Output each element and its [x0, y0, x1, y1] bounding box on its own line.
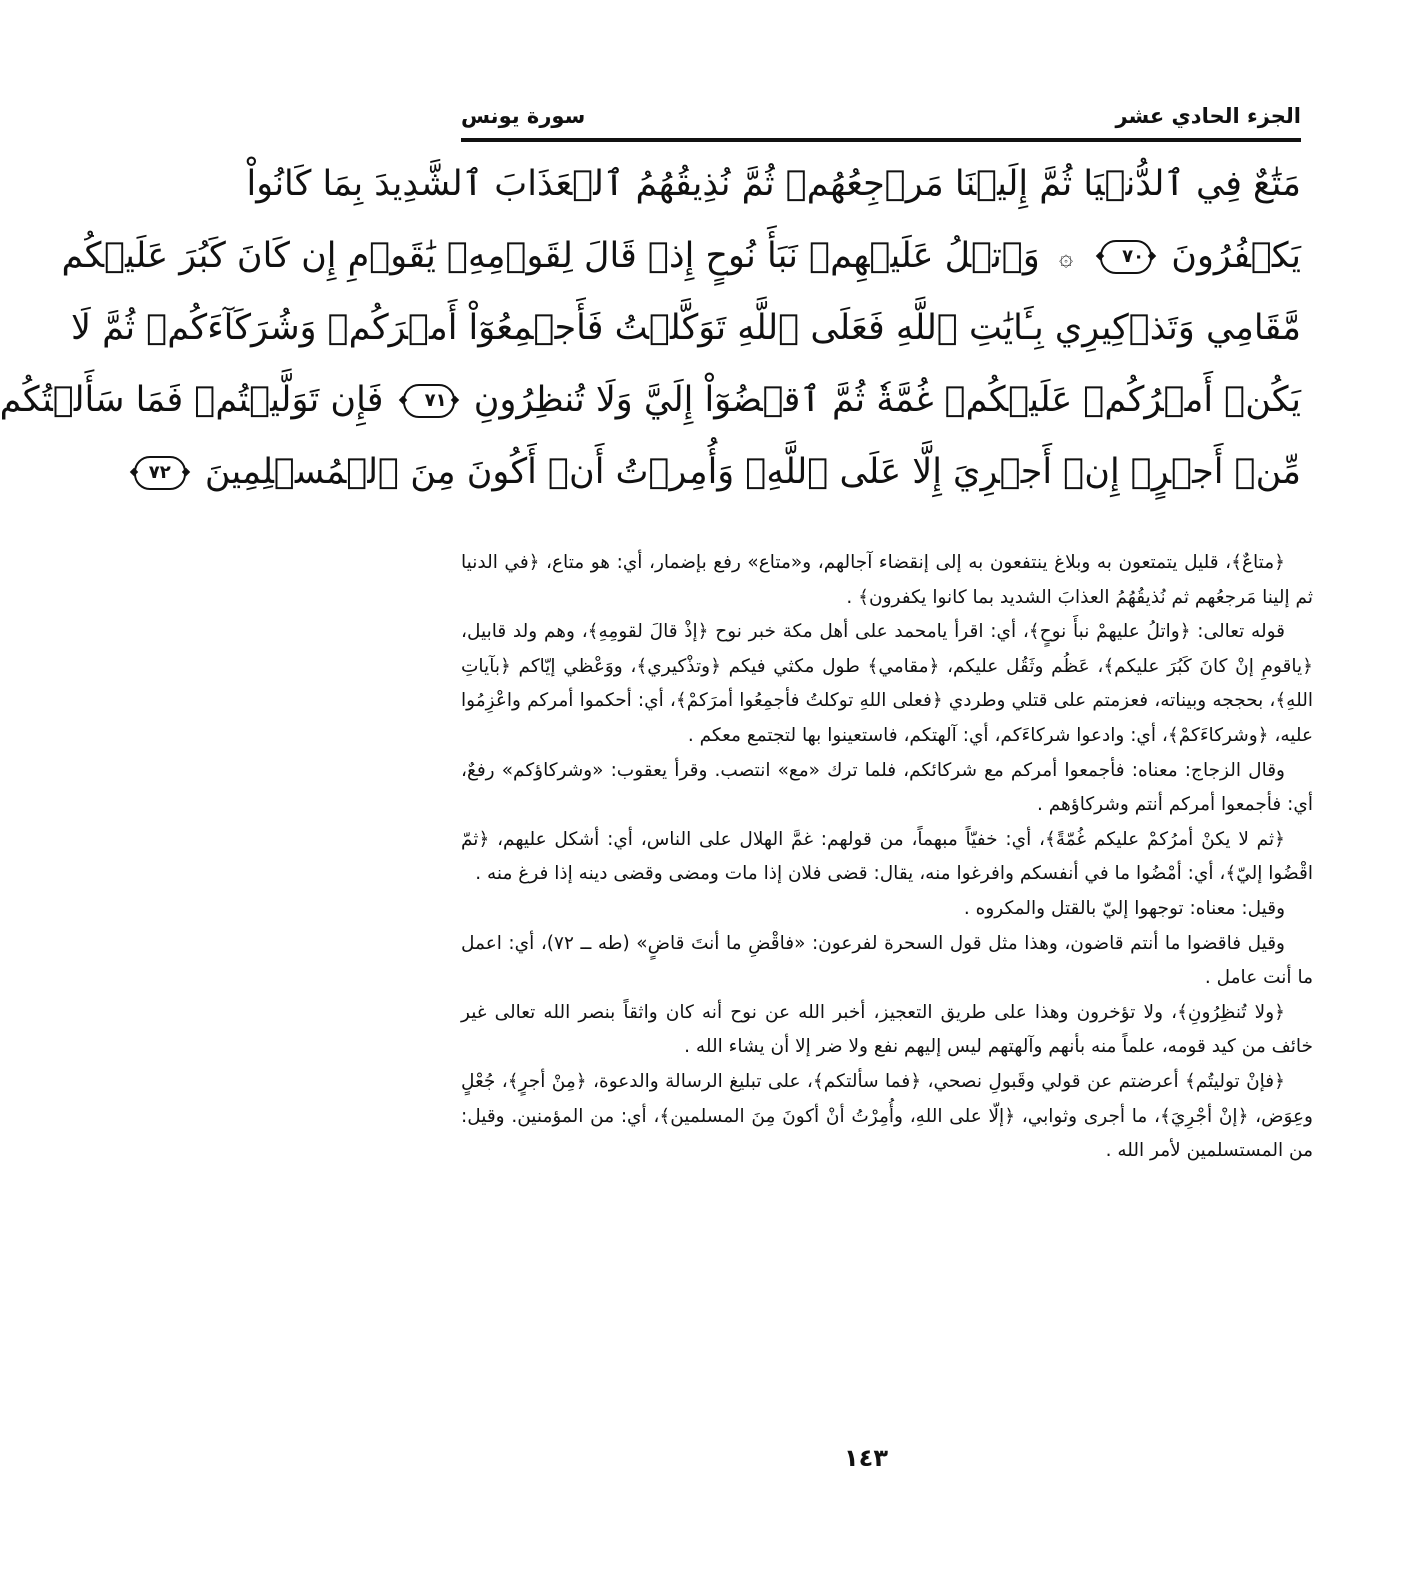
running-header: [461, 88, 1301, 128]
ayah-number-marker: ٧١: [403, 384, 455, 418]
header-divider: [461, 138, 1301, 142]
tafsir-paragraph: وقيل فاقضوا ما أنتم قاضون، وهذا مثل قول السحرة لفرعون: «فاقْضِ ما أنتَ قاضٍ» (طه ــ ٧٢)، أي: اعمل ما أنت عامل .: [461, 932, 1313, 989]
ayah-number-marker: ٧٢: [134, 456, 186, 490]
quran-line-text: يَكۡفُرُونَ: [1171, 236, 1301, 276]
quran-line-text: مَّقَامِي وَتَذۡكِيرِي بِـَٔايَٰتِ ٱللَّهِ فَعَلَى ٱللَّهِ تَوَكَّلۡتُ فَأَجۡمِعُوٓاْ أَمۡرَكُمۡ وَشُرَكَآءَكُمۡ ثُمَّ لَا: [71, 308, 1301, 348]
tafsir-commentary: [461, 546, 1313, 1169]
tafsir-paragraph: ﴿ثم لا يكنْ أمرُكمْ عليكم غُمّةً﴾، أي: خفيّاً مبهماً، من قولهم: غمَّ الهلال على الناس، أي: أشكل عليهم، ﴿ثمّ اقْضُوا إليّ﴾، أي: أمْضُوا ما في أنفسكم وافرغوا منه، يقال: قضى فلان إذا مات ومضى وقضى دينه إذا فرغ منه .: [461, 828, 1313, 885]
quran-line: [71, 292, 1301, 364]
tafsir-paragraph: ﴿فإنْ توليتُم﴾ أعرضتم عن قولي وقَبولِ نصحي، ﴿فما سألتكم﴾، على تبليغ الرسالة والدعوة، ﴿مِنْ أجرٍ﴾، جُعْلٍ وعِوَض، ﴿إنْ أجْرِيَ﴾، ما أجرى وثوابي، ﴿إلّا على اللهِ، وأُمِرْتُ أنْ أكونَ مِنَ المسلمين﴾، أي: من المؤمنين. وقيل: من المستسلمين لأمر الله .: [461, 1070, 1313, 1162]
quran-line: [246, 148, 1301, 220]
tafsir-paragraph: ﴿متاعٌ﴾، قليل يتمتعون به وبلاغ ينتفعون به إلى إنقضاء آجالهم، و«متاع» رفع بإضمار، أي: هو متاع، ﴿في الدنيا ثم إلينا مَرجعُهم ثم نُذيقُهُمُ العذابَ الشديد بما كانوا يكفرون﴾ .: [461, 552, 1313, 608]
rub-el-hizb-icon: ۞: [1058, 243, 1074, 271]
surah-title: سورة يونس: [461, 104, 586, 128]
juz-title: الجزء الحادي عشر: [1115, 104, 1301, 128]
page-number: ١٤٣: [844, 1444, 888, 1472]
tafsir-paragraph: وقال الزجاج: معناه: فأجمعوا أمركم مع شركائكم، فلما ترك «مع» انتصب. وقرأ يعقوب: «وشركاؤكم» رفعٌ، أي: فأجمعوا أمركم أنتم وشركاؤهم .: [461, 759, 1313, 816]
quran-line: [148, 436, 1301, 508]
tafsir-paragraph: ﴿ولا تُنظِرُونِ﴾، ولا تؤخرون وهذا على طريق التعجيز، أخبر الله عن نوح أنه كان واثقاً بنصر الله تعالى غير خائف من كيد قومه، علماً منه بأنهم وآلهتهم ليس إليهم نفع ولا ضر إلا أن يشاء الله .: [461, 1001, 1313, 1058]
quran-line: [61, 220, 1301, 292]
tafsir-paragraph: وقيل: معناه: توجهوا إليّ بالقتل والمكروه .: [963, 897, 1285, 919]
quran-text-block: [0, 148, 1301, 528]
quran-line-text: مِّنۡ أَجۡرٍۖ إِنۡ أَجۡرِيَ إِلَّا عَلَى ٱللَّهِۖ وَأُمِرۡتُ أَنۡ أَكُونَ مِنَ ٱلۡمُسۡلِمِينَ: [204, 452, 1301, 492]
quran-line-text: وَٱتۡلُ عَلَيۡهِمۡ نَبَأَ نُوحٍ إِذۡ قَالَ لِقَوۡمِهِۦ يَٰقَوۡمِ إِن كَانَ كَبُرَ عَلَيۡكُم: [61, 236, 1040, 276]
quran-line: [0, 364, 1301, 436]
ayah-number-marker: ٧٠: [1100, 240, 1152, 274]
quran-line-text: يَكُنۡ أَمۡرُكُمۡ عَلَيۡكُمۡ غُمَّةٗ ثُمَّ ٱقۡضُوٓاْ إِلَيَّ وَلَا تُنظِرُونِ: [473, 380, 1301, 420]
quran-line-text: مَتَٰعٌ فِي ٱلدُّنۡيَا ثُمَّ إِلَيۡنَا مَرۡجِعُهُمۡ ثُمَّ نُذِيقُهُمُ ٱلۡعَذَابَ ٱلشَّدِيدَ بِمَا كَانُواْ: [246, 164, 1301, 204]
tafsir-paragraph: قوله تعالى: ﴿واتلُ عليهمْ نبأَ نوحٍ﴾، أي: اقرأ يامحمد على أهل مكة خبر نوح ﴿إذْ قالَ لقومِهِ﴾، وهم ولد قابيل، ﴿ياقومِ إنْ كانَ كَبُرَ عليكم﴾، عَظُم وثَقُل عليكم، ﴿مقامي﴾ طول مكثي فيكم ﴿وتذْكيري﴾، ووَعْظي إيّاكم ﴿بآياتِ اللهِ﴾، بحججه وبيناته، فعزمتم على قتلي وطردي ﴿فعلى اللهِ توكلتُ فأجمِعُوا أمرَكمْ﴾، أي: أحكموا أمركم واعْزِمُوا عليه، ﴿وشركاءَكمْ﴾، أي: وادعوا شركاءَكم، أي: آلهتكم، فاستعينوا بها لتجتمع معكم .: [461, 621, 1313, 746]
quran-line-text: فَإِن تَوَلَّيۡتُمۡ فَمَا سَأَلۡتُكُم: [0, 380, 384, 420]
